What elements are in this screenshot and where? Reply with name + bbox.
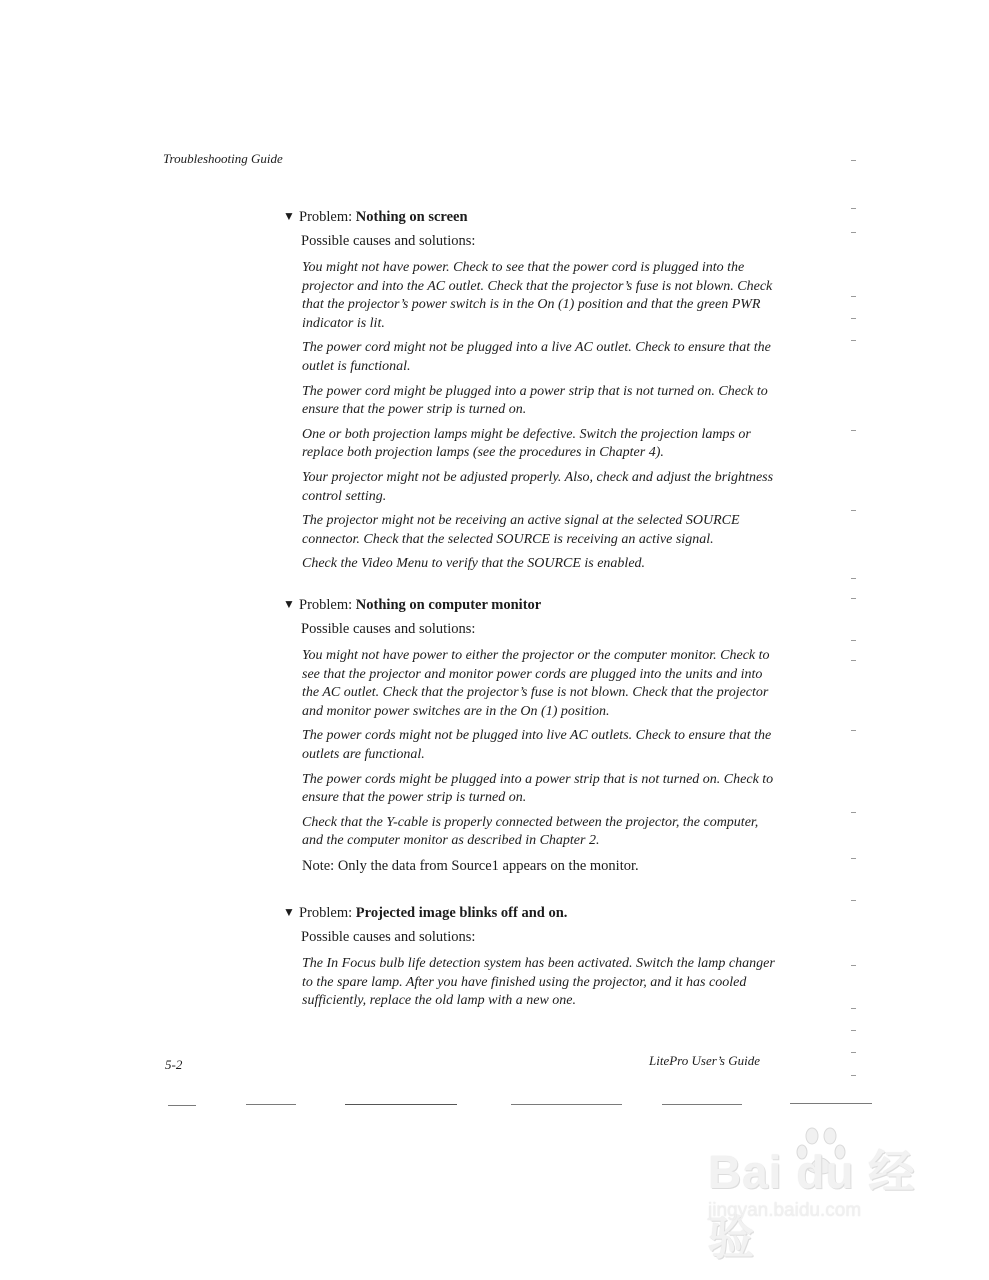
causes-label: Possible causes and solutions: xyxy=(301,929,476,945)
solution-item: Check that the Y-cable is properly connected between the projector, the computer, and the computer monitor as described in Chapter 2. xyxy=(302,814,759,849)
solution-item: The projector might not be receiving an active signal at the selected SOURCE connector. Check that the selected SOURCE is receiving an active signal. xyxy=(302,513,740,547)
edge-mark-artifact xyxy=(851,430,856,431)
problem-prefix: Problem: xyxy=(299,597,353,613)
edge-mark-artifact xyxy=(851,598,856,599)
scan-line-artifact xyxy=(511,1104,622,1105)
watermark-url: jingyan.baidu.com xyxy=(708,1200,862,1221)
solution-item: The power cords might be plugged into a power strip that is not turned on. Check to ensure that the power strip is turned on. xyxy=(302,771,774,806)
triangle-bullet-icon: ▼ xyxy=(283,905,295,919)
page-number: 5-2 xyxy=(165,1057,183,1072)
causes-label: Possible causes and solutions: xyxy=(301,621,476,637)
problem-title: Projected image blinks off and on. xyxy=(355,905,568,921)
edge-mark-artifact xyxy=(851,965,856,966)
solution-item: Check the Video Menu to verify that the SOURCE is enabled. xyxy=(302,556,646,572)
problem-heading xyxy=(283,903,778,922)
edge-mark-artifact xyxy=(851,296,856,297)
scan-line-artifact xyxy=(662,1104,742,1105)
note-text: Note: Only the data from Source1 appears on the monitor. xyxy=(302,857,639,874)
edge-mark-artifact xyxy=(851,318,856,319)
problem-section-image-blinks xyxy=(283,903,778,1011)
problem-prefix: Problem: xyxy=(299,209,353,225)
edge-mark-artifact xyxy=(851,1030,856,1031)
problem-prefix: Problem: xyxy=(299,905,353,921)
problem-title: Nothing on screen xyxy=(355,209,468,225)
edge-mark-artifact xyxy=(851,730,856,731)
solution-item: You might not have power to either the projector or the computer monitor. Check to see that the projector and monitor power cords are plugged into the units and into the AC outlet. Check that the projector’s fuse is not blown. Check that the projector and monitor power switches are in the On (1) position. xyxy=(302,648,770,719)
edge-mark-artifact xyxy=(851,160,856,161)
edge-mark-artifact xyxy=(851,1052,856,1053)
baidu-watermark xyxy=(700,1128,950,1264)
solution-item: The power cord might be plugged into a power strip that is not turned on. Check to ensure that the power strip is turned on. xyxy=(302,383,768,418)
solution-item: The power cords might not be plugged into live AC outlets. Check to ensure that the outlets are functional. xyxy=(302,728,772,762)
edge-mark-artifact xyxy=(851,900,856,901)
scan-line-artifact xyxy=(345,1104,457,1105)
edge-mark-artifact xyxy=(851,232,856,233)
solution-item: Your projector might not be adjusted properly. Also, check and adjust the brightness control setting. xyxy=(302,469,774,504)
problem-title: Nothing on computer monitor xyxy=(355,597,542,613)
edge-mark-artifact xyxy=(851,812,856,813)
solution-item: The power cord might not be plugged into a live AC outlet. Check to ensure that the outlet is functional. xyxy=(302,340,771,374)
scan-line-artifact xyxy=(168,1105,196,1106)
problem-section-nothing-on-computer-monitor xyxy=(283,595,778,875)
solution-item: One or both projection lamps might be defective. Switch the projection lamps or replace both projection lamps (see the procedures in Chapter 4). xyxy=(302,426,751,461)
edge-mark-artifact xyxy=(851,340,856,341)
triangle-bullet-icon: ▼ xyxy=(283,209,295,223)
edge-mark-artifact xyxy=(851,1075,856,1076)
problem-section-nothing-on-screen xyxy=(283,207,778,574)
scan-line-artifact xyxy=(246,1104,296,1105)
edge-mark-artifact xyxy=(851,208,856,209)
problem-heading xyxy=(283,207,778,226)
running-head: Troubleshooting Guide xyxy=(163,151,283,166)
book-title: LitePro User’s Guide xyxy=(649,1053,760,1068)
solution-item: You might not have power. Check to see that the power cord is plugged into the projector and into the AC outlet. Check that the projector’s fuse is not blown. Check that the projector’s power switch is in the On (1) position and that the green PWR indicator is lit. xyxy=(302,260,773,331)
edge-mark-artifact xyxy=(851,640,856,641)
scan-line-artifact xyxy=(790,1103,872,1104)
problem-heading xyxy=(283,595,778,614)
causes-label: Possible causes and solutions: xyxy=(301,233,476,249)
edge-mark-artifact xyxy=(851,578,856,579)
edge-mark-artifact xyxy=(851,1008,856,1009)
edge-mark-artifact xyxy=(851,858,856,859)
triangle-bullet-icon: ▼ xyxy=(283,597,295,611)
edge-mark-artifact xyxy=(851,510,856,511)
solution-item: The In Focus bulb life detection system has been activated. Switch the lamp changer to the spare lamp. After you have finished using the projector, and it has cooled sufficiently, replace the old lamp with a new one. xyxy=(302,956,775,1009)
watermark-brand: Bai du 经验 xyxy=(708,1146,916,1264)
edge-mark-artifact xyxy=(851,660,856,661)
